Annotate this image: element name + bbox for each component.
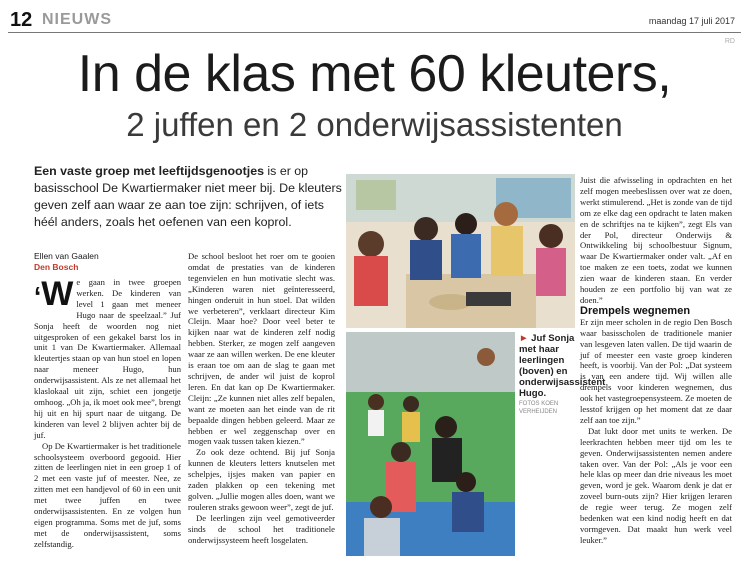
subheadline: 2 juffen en 2 onderwijsassistenten (126, 106, 623, 143)
caption-arrow-icon: ► (519, 333, 529, 344)
paragraph: Zo ook deze ochtend. Bij juf Sonja kunnen de kleuters letters knutselen met schelpjes, ijsjes maken van papier en zaden plakken op een tekening met golven. „Jullie mogen alles doen, want we rouleren straks gewoon weer”, zegt de juf. (188, 447, 335, 512)
article-column-1 (34, 277, 181, 550)
issue-date: maandag 17 juli 2017 (648, 16, 735, 26)
article-column-2 (188, 251, 335, 545)
intro-lead: Een vaste groep met leeftijdsgenootjes (34, 164, 264, 178)
photo-caption (519, 333, 606, 416)
article-column-4 (580, 175, 732, 546)
intro-text: is er op basisschool De Kwartiermaker niet meer bij. De kleuters geven zelf aan waar ze aan toe zijn: schrijven, of iets héél anders, zoals het oefenen van een koprol. (34, 164, 342, 229)
section-label: NIEUWS (42, 11, 112, 28)
byline (34, 251, 99, 273)
paragraph: Op De Kwartiermaker is het traditionele schoolsysteem overboord gegooid. Hier zitten de leerlingen niet in een groep 1 of 2 met een vaste juf of meester. Nee, ze zitten met een handjevol of 60 in een unit met twee juffen en twee onderwijsassistenten. En ze volgen hun eigen programma. Soms met de juf, soms met de onderwijsassistent, soms zelfstandig. (34, 440, 181, 549)
intro-paragraph (34, 163, 344, 231)
drop-cap: ‘W (34, 275, 74, 313)
paragraph: De leerlingen zijn veel gemotiveerder sinds de school het traditionele onderwijssysteem heeft losgelaten. (188, 512, 335, 545)
paragraph: De school besloot het roer om te gooien omdat de prestaties van de kinderen tegenvielen en hun motivatie slecht was. „Kinderen waren niet geïnteresseerd, hingen onderuit in hun stoel. Dat wilden we verbeteren”, verklaart directeur Kim Cleijn. Maar hoe? Door veel beter te kijken naar wat de kinderen zelf nodig hebben. Sterker, ze mogen zelf aangeven waar ze aan willen werken. De ene kleuter is eraan toe om aan de slag te gaan met schrijven, de ander wil juist de koprol leren. En dat kan op De Kwartiermaker. Cleijn: „Ze kunnen niet alles zelf bepalen, want ze moeten aan het einde van de rit bepaalde dingen hebben geleerd. Maar ze hebben er wel zeggenschap over en mogen vaak tussen taken kiezen.” (188, 251, 335, 447)
photo-credit: FOTOS KOEN VERHEIJDEN (519, 401, 559, 415)
page-number: 12 (10, 9, 33, 31)
subhead: Drempels wegnemen (580, 304, 691, 317)
paragraph: ‘W e gaan in twee groepen werken. De kinderen van level 1 gaan met meneer Hugo naar de speelzaal.” Juf Sonja heeft de woorden nog niet uitgesproken of een gekakel barst los in unit 1 van De Kwartiermaker. Allemaal kleutertjes staan op van hun stoel en lopen naar meneer Hugo, hun onderwijsassistent. Als ze net allemaal het klaslokaal uit zijn, schiet een jongetje omhoog. „Oh ja, ik moet ook mee”, brengt hij uit en hij spurt naar de uitgang. De kinderen van level 2 blijven achter bij de juf. (34, 275, 182, 440)
edition-code: RD (724, 38, 735, 45)
paragraph: Dat lukt door met units te werken. De leerkrachten hebben meer tijd om les te geven. Onderwijsassistenten nemen andere taken over. Van der Pol: „Als je voor een hele klas op meer dan drie niveaus les moet geven, word je gek. Waarom denk je dat er zoveel burn-outs zijn? Hier krijgen leraren de regie weer terug. Ze mogen zelf bedenken wat een kind nodig heeft en dat vormgeven. Dat maakt hun werk veel leuker.” (580, 425, 732, 545)
author: Ellen van Gaalen (34, 251, 99, 261)
header-rule (8, 32, 741, 33)
caption-text: Juf Sonja met haar leerlingen (boven) en onderwijsassistent Hugo. (519, 333, 606, 399)
gym-photo (346, 332, 515, 556)
paragraph: Juist die afwisseling in opdrachten en het zelf mogen meebeslissen over wat ze doen, werkt stimulerend. „Het is zonde van de tijd om ze elke dag een opdracht te laten maken en de schriftjes na te kijken”, zegt Els van der Pol, directeur Onderwijs & Ontwikkeling bij schoolbestuur Signum, waar De Kwartiermaker onder valt. „Af en toe maken ze een toets, zodat we kunnen zien waar de kinderen staan. En verder houden ze een portfolio bij van wat ze doen.” (580, 175, 732, 305)
paragraph: Er zijn meer scholen in de regio Den Bosch waar basisscholen de traditionele manier van lesgeven laten vallen. De tijd waarin de juf of meester een vaste groep kinderen heeft, is voorbij. Van der Pol: „Dat systeem is van een andere tijd. Wij willen alle drempels voor kinderen wegnemen, dus ook het vastegroepensysteem. Ze moeten de lesstof krijgen op het moment dat ze daar zelf aan toe zijn.” (580, 316, 732, 425)
dateline: Den Bosch (34, 262, 79, 272)
classroom-photo (346, 174, 575, 328)
headline: In de klas met 60 kleuters, (77, 45, 672, 103)
